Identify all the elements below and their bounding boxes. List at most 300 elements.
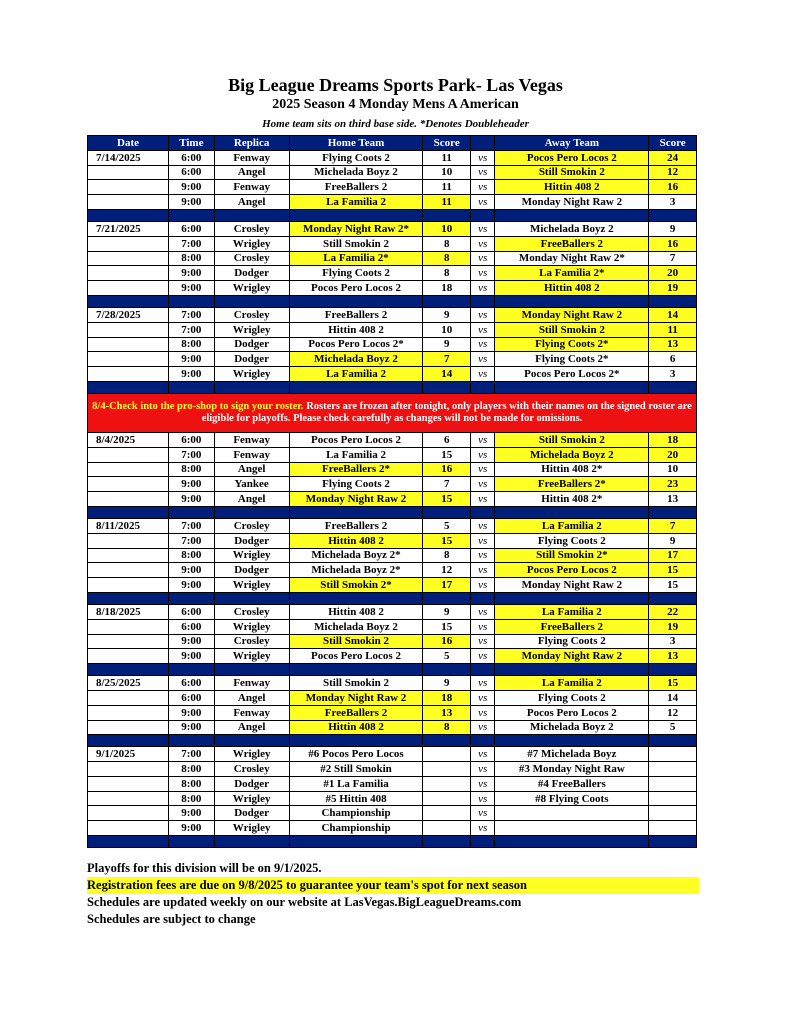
away-team: Pocos Pero Locos 2 bbox=[495, 705, 649, 720]
home-team: Monday Night Raw 2 bbox=[289, 492, 423, 507]
away-team: FreeBallers 2 bbox=[495, 236, 649, 251]
away-score: 18 bbox=[649, 432, 697, 447]
game-date: 8/4/2025 bbox=[88, 432, 169, 447]
away-team: Monday Night Raw 2 bbox=[495, 649, 649, 664]
game-date bbox=[88, 806, 169, 821]
home-score bbox=[423, 762, 471, 777]
game-date bbox=[88, 322, 169, 337]
away-score: 3 bbox=[649, 195, 697, 210]
away-score: 22 bbox=[649, 604, 697, 619]
week-separator bbox=[88, 664, 697, 676]
separator-cell bbox=[649, 209, 697, 221]
home-score: 8 bbox=[423, 251, 471, 266]
away-team: Monday Night Raw 2 bbox=[495, 195, 649, 210]
game-field: Wrigley bbox=[214, 619, 289, 634]
game-row bbox=[88, 619, 697, 634]
separator-cell bbox=[649, 295, 697, 307]
game-time: 9:00 bbox=[169, 352, 215, 367]
game-field: Angel bbox=[214, 690, 289, 705]
separator-cell bbox=[649, 381, 697, 393]
game-date bbox=[88, 791, 169, 806]
game-field: Wrigley bbox=[214, 367, 289, 382]
game-field: Dodger bbox=[214, 352, 289, 367]
game-date: 7/28/2025 bbox=[88, 307, 169, 322]
game-row bbox=[88, 518, 697, 533]
home-team: Michelada Boyz 2 bbox=[289, 352, 423, 367]
away-team: Pocos Pero Locos 2 bbox=[495, 150, 649, 165]
game-date: 8/18/2025 bbox=[88, 604, 169, 619]
vs-label: vs bbox=[471, 492, 495, 507]
vs-label: vs bbox=[471, 563, 495, 578]
separator-cell bbox=[423, 664, 471, 676]
col-away-team-header: Away Team bbox=[495, 136, 649, 151]
away-score: 7 bbox=[649, 251, 697, 266]
game-time: 6:00 bbox=[169, 604, 215, 619]
separator-cell bbox=[471, 735, 495, 747]
separator-cell bbox=[169, 381, 215, 393]
game-field: Wrigley bbox=[214, 821, 289, 836]
game-date bbox=[88, 762, 169, 777]
schedule-table bbox=[87, 135, 697, 848]
game-date bbox=[88, 821, 169, 836]
away-score: 19 bbox=[649, 281, 697, 296]
home-team: Hittin 408 2 bbox=[289, 604, 423, 619]
home-team: Pocos Pero Locos 2 bbox=[289, 281, 423, 296]
col-home-team-header: Home Team bbox=[289, 136, 423, 151]
vs-label: vs bbox=[471, 281, 495, 296]
game-date bbox=[88, 281, 169, 296]
vs-label: vs bbox=[471, 619, 495, 634]
separator-cell bbox=[495, 209, 649, 221]
away-score: 15 bbox=[649, 676, 697, 691]
vs-label: vs bbox=[471, 676, 495, 691]
vs-label: vs bbox=[471, 762, 495, 777]
away-score: 10 bbox=[649, 462, 697, 477]
home-team: FreeBallers 2 bbox=[289, 307, 423, 322]
game-date bbox=[88, 720, 169, 735]
vs-label: vs bbox=[471, 578, 495, 593]
separator-cell bbox=[169, 836, 215, 848]
vs-label: vs bbox=[471, 462, 495, 477]
home-score: 10 bbox=[423, 322, 471, 337]
separator-cell bbox=[471, 664, 495, 676]
vs-label: vs bbox=[471, 548, 495, 563]
vs-label: vs bbox=[471, 180, 495, 195]
away-team: La Familia 2* bbox=[495, 266, 649, 281]
separator-cell bbox=[649, 506, 697, 518]
home-team: FreeBallers 2 bbox=[289, 705, 423, 720]
away-score bbox=[649, 806, 697, 821]
home-score: 12 bbox=[423, 563, 471, 578]
game-field: Wrigley bbox=[214, 578, 289, 593]
game-time: 8:00 bbox=[169, 462, 215, 477]
home-team: FreeBallers 2* bbox=[289, 462, 423, 477]
home-team: Pocos Pero Locos 2 bbox=[289, 432, 423, 447]
home-score: 8 bbox=[423, 720, 471, 735]
game-row bbox=[88, 281, 697, 296]
game-row bbox=[88, 676, 697, 691]
separator-cell bbox=[214, 592, 289, 604]
separator-cell bbox=[471, 295, 495, 307]
away-score: 3 bbox=[649, 367, 697, 382]
game-field: Wrigley bbox=[214, 791, 289, 806]
separator-cell bbox=[471, 506, 495, 518]
week-separator bbox=[88, 209, 697, 221]
game-time: 7:00 bbox=[169, 518, 215, 533]
game-date bbox=[88, 492, 169, 507]
separator-cell bbox=[495, 664, 649, 676]
game-date: 7/21/2025 bbox=[88, 221, 169, 236]
away-score: 23 bbox=[649, 477, 697, 492]
game-time: 9:00 bbox=[169, 634, 215, 649]
home-score bbox=[423, 747, 471, 762]
game-field: Fenway bbox=[214, 150, 289, 165]
home-score: 15 bbox=[423, 447, 471, 462]
away-score bbox=[649, 776, 697, 791]
roster-notice-text: Rosters are frozen after tonight, only players with their names on the signed roster are eligible for playoffs. Please check carefully as changes will not be made for omissions. bbox=[201, 400, 692, 424]
away-team: Hittin 408 2* bbox=[495, 462, 649, 477]
game-field: Fenway bbox=[214, 447, 289, 462]
away-score: 5 bbox=[649, 720, 697, 735]
game-field: Crosley bbox=[214, 251, 289, 266]
vs-label: vs bbox=[471, 447, 495, 462]
separator-cell bbox=[649, 836, 697, 848]
game-row bbox=[88, 221, 697, 236]
game-time: 9:00 bbox=[169, 563, 215, 578]
col-away-score-header: Score bbox=[649, 136, 697, 151]
home-score bbox=[423, 821, 471, 836]
away-score: 13 bbox=[649, 649, 697, 664]
home-score: 10 bbox=[423, 221, 471, 236]
game-date bbox=[88, 548, 169, 563]
game-row bbox=[88, 762, 697, 777]
week-separator bbox=[88, 506, 697, 518]
footer-playoffs-note: Playoffs for this division will be on 9/1/2025. bbox=[87, 861, 322, 875]
vs-label: vs bbox=[471, 791, 495, 806]
away-score: 7 bbox=[649, 518, 697, 533]
away-team: Monday Night Raw 2 bbox=[495, 307, 649, 322]
game-row bbox=[88, 806, 697, 821]
game-date bbox=[88, 367, 169, 382]
home-score: 5 bbox=[423, 518, 471, 533]
home-score: 8 bbox=[423, 548, 471, 563]
vs-label: vs bbox=[471, 221, 495, 236]
game-field: Dodger bbox=[214, 337, 289, 352]
separator-cell bbox=[471, 209, 495, 221]
away-score bbox=[649, 791, 697, 806]
game-date bbox=[88, 236, 169, 251]
away-score: 15 bbox=[649, 578, 697, 593]
game-time: 9:00 bbox=[169, 180, 215, 195]
home-team: Michelada Boyz 2 bbox=[289, 165, 423, 180]
game-field: Wrigley bbox=[214, 649, 289, 664]
game-row bbox=[88, 150, 697, 165]
game-row bbox=[88, 720, 697, 735]
home-score: 16 bbox=[423, 634, 471, 649]
away-team: Hittin 408 2 bbox=[495, 281, 649, 296]
game-field: Wrigley bbox=[214, 236, 289, 251]
game-row bbox=[88, 307, 697, 322]
vs-label: vs bbox=[471, 705, 495, 720]
game-field: Crosley bbox=[214, 221, 289, 236]
away-team: Monday Night Raw 2* bbox=[495, 251, 649, 266]
game-date bbox=[88, 776, 169, 791]
game-row bbox=[88, 352, 697, 367]
home-score: 18 bbox=[423, 690, 471, 705]
vs-label: vs bbox=[471, 367, 495, 382]
game-row bbox=[88, 649, 697, 664]
game-row bbox=[88, 821, 697, 836]
away-team: Still Smokin 2 bbox=[495, 165, 649, 180]
away-score: 12 bbox=[649, 165, 697, 180]
game-row bbox=[88, 776, 697, 791]
game-field: Angel bbox=[214, 462, 289, 477]
game-time: 9:00 bbox=[169, 821, 215, 836]
week-separator bbox=[88, 295, 697, 307]
separator-cell bbox=[214, 836, 289, 848]
vs-label: vs bbox=[471, 195, 495, 210]
footer-change-note: Schedules are subject to change bbox=[87, 912, 256, 926]
game-field: Crosley bbox=[214, 634, 289, 649]
separator-cell bbox=[289, 836, 423, 848]
game-time: 8:00 bbox=[169, 791, 215, 806]
game-row bbox=[88, 634, 697, 649]
roster-notice-row bbox=[88, 393, 697, 432]
separator-cell bbox=[214, 735, 289, 747]
home-team: Still Smokin 2* bbox=[289, 578, 423, 593]
away-score: 20 bbox=[649, 447, 697, 462]
away-team: FreeBallers 2 bbox=[495, 619, 649, 634]
game-time: 8:00 bbox=[169, 337, 215, 352]
game-date bbox=[88, 649, 169, 664]
game-row bbox=[88, 322, 697, 337]
home-team: Michelada Boyz 2 bbox=[289, 619, 423, 634]
away-score bbox=[649, 821, 697, 836]
away-score: 13 bbox=[649, 492, 697, 507]
game-row bbox=[88, 337, 697, 352]
home-team: Still Smokin 2 bbox=[289, 634, 423, 649]
home-team: Flying Coots 2 bbox=[289, 266, 423, 281]
home-team: La Familia 2* bbox=[289, 251, 423, 266]
roster-notice bbox=[88, 393, 697, 432]
home-team: Pocos Pero Locos 2 bbox=[289, 649, 423, 664]
game-field: Wrigley bbox=[214, 281, 289, 296]
game-row bbox=[88, 447, 697, 462]
vs-label: vs bbox=[471, 307, 495, 322]
separator-cell bbox=[423, 381, 471, 393]
game-row bbox=[88, 563, 697, 578]
game-time: 9:00 bbox=[169, 578, 215, 593]
home-score: 16 bbox=[423, 462, 471, 477]
away-team: Hittin 408 2* bbox=[495, 492, 649, 507]
home-team: Hittin 408 2 bbox=[289, 720, 423, 735]
game-time: 9:00 bbox=[169, 492, 215, 507]
game-time: 7:00 bbox=[169, 533, 215, 548]
col-replica-header: Replica bbox=[214, 136, 289, 151]
home-score: 8 bbox=[423, 236, 471, 251]
vs-label: vs bbox=[471, 604, 495, 619]
game-row bbox=[88, 165, 697, 180]
game-field: Crosley bbox=[214, 762, 289, 777]
separator-cell bbox=[495, 592, 649, 604]
game-row bbox=[88, 492, 697, 507]
game-row bbox=[88, 195, 697, 210]
separator-cell bbox=[289, 664, 423, 676]
away-team: Michelada Boyz 2 bbox=[495, 221, 649, 236]
away-team: #8 Flying Coots bbox=[495, 791, 649, 806]
away-score: 16 bbox=[649, 236, 697, 251]
vs-label: vs bbox=[471, 352, 495, 367]
game-field: Fenway bbox=[214, 180, 289, 195]
game-field: Wrigley bbox=[214, 747, 289, 762]
home-score: 9 bbox=[423, 307, 471, 322]
separator-cell bbox=[169, 295, 215, 307]
game-time: 7:00 bbox=[169, 447, 215, 462]
home-score bbox=[423, 791, 471, 806]
game-row bbox=[88, 533, 697, 548]
home-team: La Familia 2 bbox=[289, 447, 423, 462]
separator-cell bbox=[649, 592, 697, 604]
game-field: Fenway bbox=[214, 705, 289, 720]
separator-cell bbox=[471, 381, 495, 393]
away-team: Flying Coots 2* bbox=[495, 337, 649, 352]
away-team: La Familia 2 bbox=[495, 518, 649, 533]
game-date bbox=[88, 251, 169, 266]
home-team: #2 Still Smokin bbox=[289, 762, 423, 777]
table-header-row bbox=[88, 136, 697, 151]
separator-cell bbox=[289, 735, 423, 747]
game-time: 9:00 bbox=[169, 806, 215, 821]
away-score: 12 bbox=[649, 705, 697, 720]
page-title: Big League Dreams Sports Park- Las Vegas bbox=[228, 75, 563, 95]
separator-cell bbox=[88, 506, 169, 518]
vs-label: vs bbox=[471, 432, 495, 447]
away-score: 9 bbox=[649, 533, 697, 548]
game-time: 6:00 bbox=[169, 690, 215, 705]
separator-cell bbox=[88, 381, 169, 393]
home-score: 5 bbox=[423, 649, 471, 664]
away-score: 3 bbox=[649, 634, 697, 649]
separator-cell bbox=[495, 381, 649, 393]
away-team: Michelada Boyz 2 bbox=[495, 720, 649, 735]
away-score: 16 bbox=[649, 180, 697, 195]
home-score: 7 bbox=[423, 352, 471, 367]
home-team: Championship bbox=[289, 821, 423, 836]
home-score: 7 bbox=[423, 477, 471, 492]
game-field: Wrigley bbox=[214, 322, 289, 337]
game-time: 8:00 bbox=[169, 776, 215, 791]
vs-label: vs bbox=[471, 690, 495, 705]
away-score: 15 bbox=[649, 563, 697, 578]
game-date bbox=[88, 634, 169, 649]
game-row bbox=[88, 705, 697, 720]
game-date bbox=[88, 462, 169, 477]
game-field: Angel bbox=[214, 165, 289, 180]
game-date bbox=[88, 337, 169, 352]
separator-cell bbox=[214, 381, 289, 393]
home-team: Hittin 408 2 bbox=[289, 322, 423, 337]
separator-cell bbox=[423, 209, 471, 221]
game-field: Crosley bbox=[214, 518, 289, 533]
home-score: 9 bbox=[423, 604, 471, 619]
separator-cell bbox=[289, 592, 423, 604]
footer-website-note: Schedules are updated weekly on our website at LasVegas.BigLeagueDreams.com bbox=[87, 895, 522, 909]
game-row bbox=[88, 462, 697, 477]
away-team: Still Smokin 2 bbox=[495, 322, 649, 337]
away-team: Monday Night Raw 2 bbox=[495, 578, 649, 593]
home-team: FreeBallers 2 bbox=[289, 518, 423, 533]
game-time: 9:00 bbox=[169, 705, 215, 720]
game-row bbox=[88, 690, 697, 705]
game-time: 9:00 bbox=[169, 720, 215, 735]
game-date: 8/11/2025 bbox=[88, 518, 169, 533]
separator-cell bbox=[649, 664, 697, 676]
home-score: 13 bbox=[423, 705, 471, 720]
game-field: Yankee bbox=[214, 477, 289, 492]
away-score: 20 bbox=[649, 266, 697, 281]
game-field: Dodger bbox=[214, 806, 289, 821]
separator-cell bbox=[423, 506, 471, 518]
home-score: 14 bbox=[423, 367, 471, 382]
home-score: 15 bbox=[423, 619, 471, 634]
game-date bbox=[88, 578, 169, 593]
away-score: 14 bbox=[649, 690, 697, 705]
vs-label: vs bbox=[471, 649, 495, 664]
vs-label: vs bbox=[471, 337, 495, 352]
away-score: 14 bbox=[649, 307, 697, 322]
vs-label: vs bbox=[471, 747, 495, 762]
separator-cell bbox=[289, 209, 423, 221]
game-field: Fenway bbox=[214, 676, 289, 691]
separator-cell bbox=[423, 592, 471, 604]
col-date-header: Date bbox=[88, 136, 169, 151]
game-time: 7:00 bbox=[169, 236, 215, 251]
game-field: Angel bbox=[214, 195, 289, 210]
home-team: #1 La Familia bbox=[289, 776, 423, 791]
game-time: 9:00 bbox=[169, 367, 215, 382]
away-team: #4 FreeBallers bbox=[495, 776, 649, 791]
away-score bbox=[649, 762, 697, 777]
vs-label: vs bbox=[471, 477, 495, 492]
col-vs-header bbox=[471, 136, 495, 151]
separator-cell bbox=[169, 592, 215, 604]
game-time: 6:00 bbox=[169, 619, 215, 634]
home-score: 9 bbox=[423, 676, 471, 691]
separator-cell bbox=[169, 664, 215, 676]
footer bbox=[87, 860, 699, 928]
separator-cell bbox=[495, 295, 649, 307]
home-team: Monday Night Raw 2* bbox=[289, 221, 423, 236]
separator-cell bbox=[88, 209, 169, 221]
away-team: La Familia 2 bbox=[495, 604, 649, 619]
vs-label: vs bbox=[471, 634, 495, 649]
home-team: La Familia 2 bbox=[289, 367, 423, 382]
home-team: Michelada Boyz 2* bbox=[289, 563, 423, 578]
game-field: Dodger bbox=[214, 776, 289, 791]
home-team: Flying Coots 2 bbox=[289, 150, 423, 165]
vs-label: vs bbox=[471, 150, 495, 165]
game-time: 9:00 bbox=[169, 649, 215, 664]
game-date: 7/14/2025 bbox=[88, 150, 169, 165]
away-team bbox=[495, 806, 649, 821]
game-date bbox=[88, 477, 169, 492]
game-field: Crosley bbox=[214, 307, 289, 322]
game-time: 9:00 bbox=[169, 266, 215, 281]
game-time: 6:00 bbox=[169, 221, 215, 236]
away-team: Still Smokin 2 bbox=[495, 432, 649, 447]
home-team: #6 Pocos Pero Locos bbox=[289, 747, 423, 762]
home-team: Flying Coots 2 bbox=[289, 477, 423, 492]
